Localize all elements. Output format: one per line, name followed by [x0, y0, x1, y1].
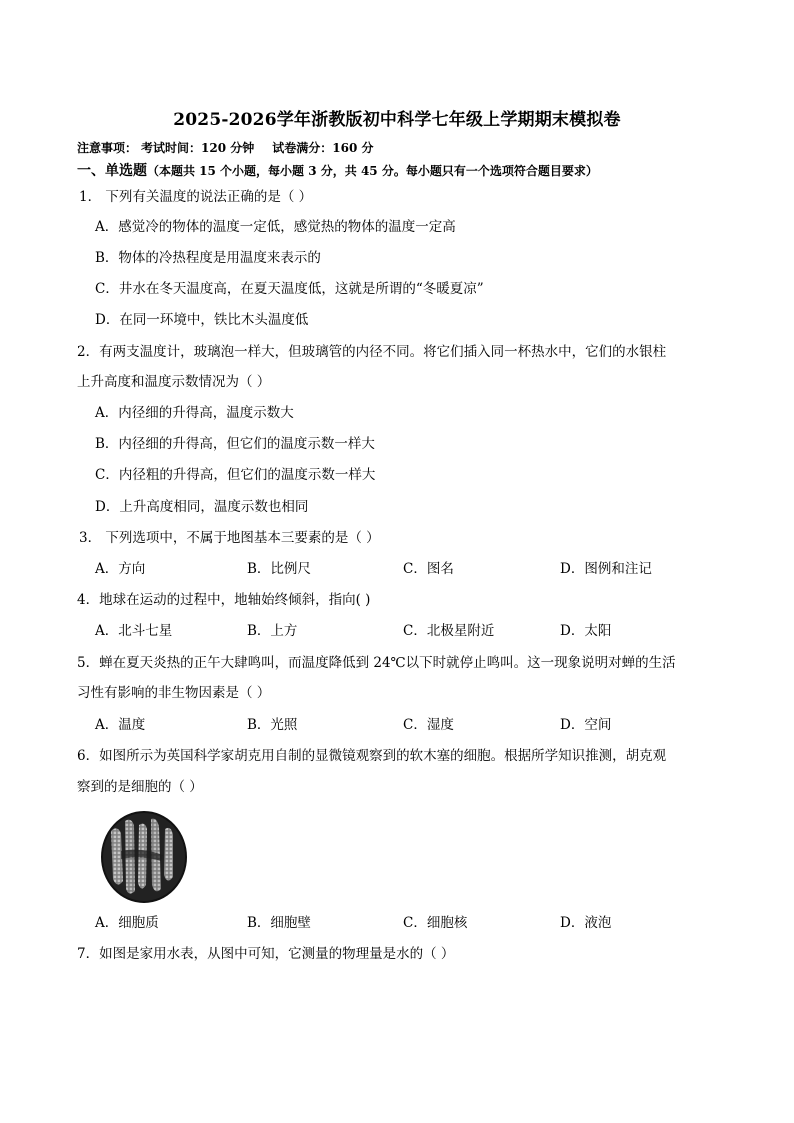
question-7-stem: 7．如图是家用水表，从图中可知，它测量的物理量是水的（ ） [77, 946, 455, 962]
question-3-option-c: C．图名 [403, 561, 454, 577]
question-4-stem: 4．地球在运动的过程中，地轴始终倾斜，指向( ) [77, 592, 371, 608]
question-5-stem-line-2: 习性有影响的非生物因素是（ ） [77, 685, 271, 701]
question-4-option-d: D．太阳 [560, 623, 612, 639]
question-3-option-a: A．方向 [95, 561, 146, 577]
question-3-option-d: D．图例和注记 [560, 561, 652, 577]
exam-notes [77, 139, 377, 156]
exam-title: 2025-2026学年浙教版初中科学七年级上学期期末模拟卷 [173, 110, 621, 130]
notes-score: 试卷满分：160 分 [272, 141, 374, 155]
question-5-option-d: D．空间 [560, 717, 612, 733]
question-2-stem-line-2: 上升高度和温度示数情况为（ ） [77, 374, 271, 390]
question-1-option-a: A．感觉冷的物体的温度一定低，感觉热的物体的温度一定高 [95, 219, 456, 235]
question-6-option-d: D．液泡 [560, 915, 612, 931]
section-header [77, 160, 598, 180]
question-5-stem-line-1: 5．蝉在夏天炎热的正午大肆鸣叫，而温度降低到 24℃以下时就停止鸣叫。这一现象说明对蝉的生活 [77, 655, 676, 671]
question-5-option-c: C．湿度 [403, 717, 454, 733]
question-4-option-a: A．北斗七星 [95, 623, 173, 639]
question-4-option-b: B．上方 [247, 623, 298, 639]
question-2-option-d: D．上升高度相同，温度示数也相同 [95, 499, 309, 515]
question-4-option-c: C．北极星附近 [403, 623, 495, 639]
question-6-option-b: B．细胞壁 [247, 915, 311, 931]
notes-time: 考试时间：120 分钟 [141, 141, 255, 155]
question-2-option-c: C．内径粗的升得高，但它们的温度示数一样大 [95, 467, 376, 483]
question-1-option-d: D．在同一环境中，铁比木头温度低 [95, 312, 309, 328]
question-6-stem-line-2: 察到的是细胞的（ ） [77, 779, 203, 795]
notes-label: 注意事项： [77, 141, 138, 155]
question-6-option-a: A．细胞质 [95, 915, 159, 931]
question-2-stem-line-1: 2．有两支温度计，玻璃泡一样大，但玻璃管的内径不同。将它们插入同一杯热水中，它们的水银柱 [77, 344, 667, 360]
question-1-option-c: C．井水在冬天温度高，在夏天温度低，这就是所谓的“冬暖夏凉” [95, 281, 484, 297]
question-5-option-a: A．温度 [95, 717, 146, 733]
section-note: （本题共 15 个小题，每小题 3 分，共 45 分。每小题只有一个选项符合题目要求） [147, 164, 598, 178]
question-3-stem: 3． 下列选项中，不属于地图基本三要素的是（ ） [79, 530, 380, 546]
section-title: 一、单选题 [77, 163, 147, 179]
question-2-option-b: B．内径细的升得高，但它们的温度示数一样大 [95, 436, 375, 452]
question-1-option-b: B．物体的冷热程度是用温度来表示的 [95, 250, 321, 266]
question-3-option-b: B．比例尺 [247, 561, 311, 577]
question-6-stem-line-1: 6．如图所示为英国科学家胡克用自制的显微镜观察到的软木塞的细胞。根据所学知识推测，胡克观 [77, 748, 667, 764]
cork-cell-micrograph [101, 811, 187, 903]
question-1-stem: 1． 下列有关温度的说法正确的是（ ） [79, 189, 313, 205]
question-5-option-b: B．光照 [247, 717, 298, 733]
question-2-option-a: A．内径细的升得高，温度示数大 [95, 405, 294, 421]
question-6-option-c: C．细胞核 [403, 915, 468, 931]
